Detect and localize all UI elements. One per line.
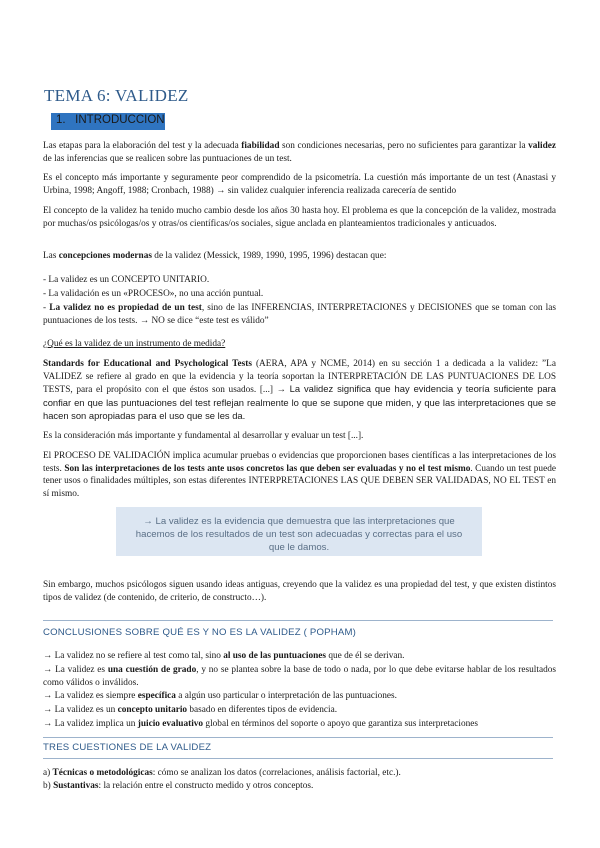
text: : la relación entre el constructo medido y otros conceptos. <box>98 781 314 791</box>
text: (AERA, APA y NCME, 2014) en su sección 1 a dedicada a la validez: ”La VALIDEZ se refiere al grado en que la evidencia y la teoría soportan la INTERPRETACIÓN DE LAS PUNTUACIONES DE LOS TESTS, para el propósito con el que éstos son usados. [...] → <box>43 359 556 396</box>
bold-text: Sustantivas <box>53 781 99 791</box>
bold-text: Son las interpretaciones de los tests ante usos concretos las que deben ser evaluadas y no el test mismo <box>64 463 471 474</box>
text: que de él se derivan. <box>326 651 405 661</box>
bold-text: específica <box>137 691 176 701</box>
underlined-text: ¿Qué es la validez de un instrumento de medida? <box>43 339 226 349</box>
text: global en términos del soporte o apoyo que garantiza sus interpretaciones <box>203 719 479 729</box>
bold-text: Técnicas o metodológicas <box>52 768 153 778</box>
text: a algún uso particular o interpretación de las puntuaciones. <box>175 691 397 701</box>
text: Las etapas para la elaboración del test y la adecuada <box>43 141 242 151</box>
section-heading-highlight <box>51 113 165 130</box>
divider <box>43 737 553 738</box>
paragraph-history: El concepto de la validez ha tenido mucho cambio desde los años 30 hasta hoy. El problema es que la concepción de la validez, mostrada por muchas/os psicólogas/os y otras/os científicas/os sociales, sigue anclada en planteamientos tradicionales y anticuados. <box>43 206 556 229</box>
list-item: - La validación es un «PROCESO», no una acción puntual. <box>43 289 264 299</box>
bold-text: validez <box>528 141 556 151</box>
bold-text: concepciones modernas <box>58 251 152 261</box>
document-title: TEMA 6: VALIDEZ <box>44 86 189 105</box>
conclusion-item <box>43 704 556 717</box>
bold-text: concepto unitario <box>117 705 188 715</box>
text: → La validez es siempre <box>43 691 138 701</box>
list-item <box>43 302 556 327</box>
section-heading: 1. INTRODUCCION <box>56 114 165 126</box>
text: basado en diferentes tipos de evidencia. <box>187 705 338 715</box>
text: El PROCESO DE VALIDACIÓN implica acumular pruebas o evidencias que proporcionen bases científicas a las interpretaciones de los tests. <box>43 451 556 474</box>
conclusion-item <box>43 650 556 663</box>
bold-text: juicio evaluativo <box>137 719 204 729</box>
text: b) <box>43 781 54 791</box>
paragraph-consideration: Es la consideración más importante y fundamental al desarrollar y evaluar un test [...]. <box>43 431 364 441</box>
conclusion-item <box>43 718 556 731</box>
divider <box>43 620 553 621</box>
divider <box>43 758 553 759</box>
text: → La validez es un <box>43 705 118 715</box>
text: , sino de las INFERENCIAS, INTERPRETACIONES y DECISIONES que se toman con las puntuaciones de los tests. → NO se dice “este test es válido” <box>43 303 556 326</box>
text: . Cuando un test puede tener usos o finalidades múltiples, son estas diferentes INTERPRETACIONES LAS QUE DEBEN SER VALIDADAS, NO EL TEST en sí mismo. <box>43 463 556 499</box>
paragraph-concept: Es el concepto más importante y seguramente peor comprendido de la psicometría. La cuestión más importante de un test (Anastasi y Urbina, 1998; Angoff, 1988; Cronbach, 1988) → sin validez cualquier inferencia realizada carecería de sentido <box>43 173 556 196</box>
paragraph-process <box>43 450 556 500</box>
paragraph-intro <box>43 140 556 165</box>
text: → La validez no se refiere al test como tal, sino <box>43 651 224 661</box>
text: Las <box>43 251 59 261</box>
paragraph-standards <box>43 358 556 424</box>
paragraph-however: Sin embargo, muchos psicólogos siguen usando ideas antiguas, creyendo que la validez es una propiedad del test, y que existen distintos tipos de validez (de contenido, de criterio, de constructo…). <box>43 580 556 603</box>
bold-text: al uso de las puntuaciones <box>223 651 327 661</box>
bold-text: Standards for Educational and Psychological Tests <box>43 359 252 369</box>
text: a) <box>43 768 53 778</box>
three-issues-heading: TRES CUESTIONES DE LA VALIDEZ <box>43 742 212 753</box>
text: La validez significa que hay evidencia y teoría suficiente para confiar en que las puntuaciones del test reflejan realmente lo que se supone que miden, y que las interpretaciones que se hacen son apropiadas para el uso que se les da. <box>43 383 556 422</box>
list-item: - La validez es un CONCEPTO UNITARIO. <box>43 275 210 285</box>
paragraph-modern <box>43 250 556 263</box>
text: → La validez es <box>43 665 108 675</box>
conclusions-heading: CONCLUSIONES SOBRE QUÉ ES Y NO ES LA VALIDEZ ( POPHAM) <box>43 627 357 638</box>
conclusion-item <box>43 690 556 703</box>
issue-item <box>43 767 556 780</box>
question-title <box>43 338 556 351</box>
conclusion-item <box>43 664 556 689</box>
text: → La validez implica un <box>43 719 138 729</box>
text: - <box>43 303 50 313</box>
issue-item <box>43 780 556 793</box>
highlight-quote-box <box>116 507 482 556</box>
bold-text: una cuestión de grado <box>107 665 197 675</box>
bold-text: fiabilidad <box>241 141 280 151</box>
quote-text: → La validez es la evidencia que demuestra que las interpretaciones que hacemos de los resultados de un test son adecuadas y correctas para el uso que le damos. <box>135 516 463 553</box>
text: de la validez (Messick, 1989, 1990, 1995, 1996) destacan que: <box>151 251 387 261</box>
text: , y no se plantea sobre la base de todo o nada, por lo que debe evitarse hablar de los resultados como válidos o inválidos. <box>43 665 556 688</box>
text: de las inferencias que se realicen sobre las puntuaciones de un test. <box>43 153 292 164</box>
text: son condiciones necesarias, pero no suficientes para garantizar la <box>279 141 529 151</box>
bold-text: La validez no es propiedad de un test <box>49 303 202 313</box>
text: : cómo se analizan los datos (correlaciones, análisis factorial, etc.). <box>152 768 401 778</box>
